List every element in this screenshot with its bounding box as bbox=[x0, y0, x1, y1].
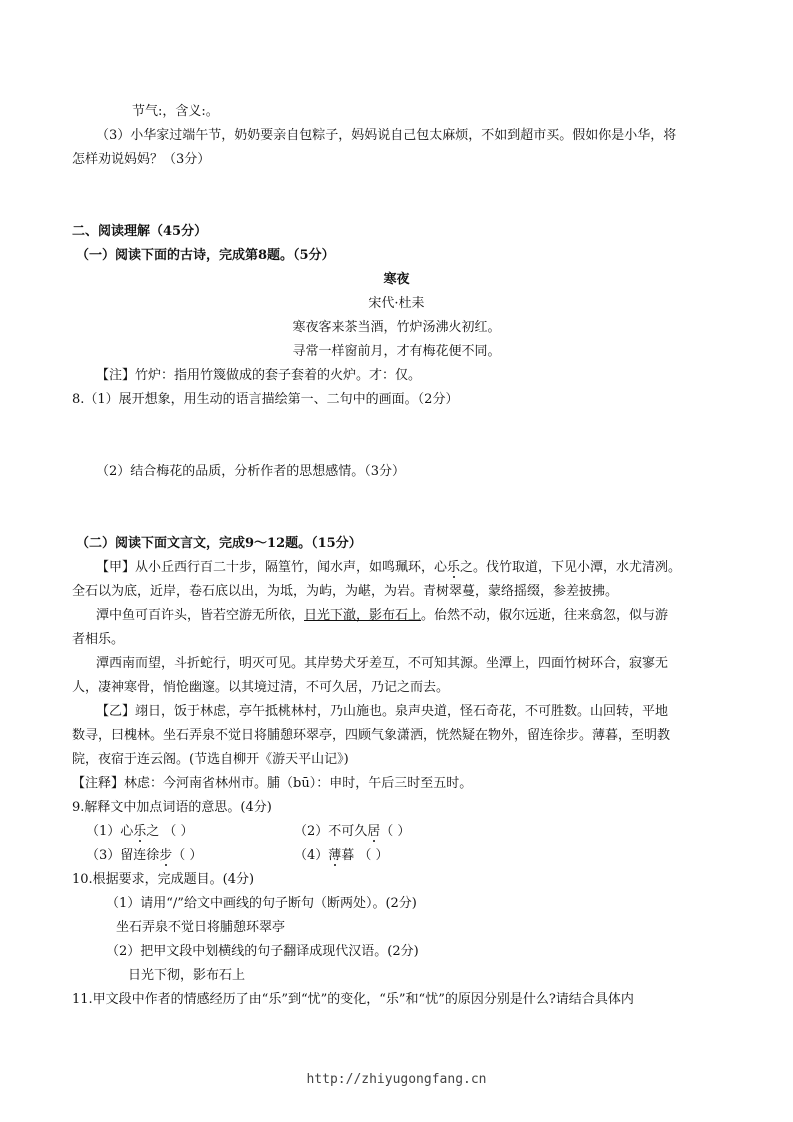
passage-jia-para-1-line-2: 全石以为底，近岸，卷石底以出，为坻，为屿，为嵁，为岩。青树翠蔓，蒙络摇缀，参差披拂。 bbox=[72, 584, 619, 599]
q10-title: 10.根据要求，完成题目。(4分) bbox=[72, 872, 255, 887]
part-2-title: （二）阅读下面文言文，完成9～12题。（15分） bbox=[76, 536, 362, 551]
footer-url: http://zhiyugongfang.cn bbox=[306, 1072, 487, 1087]
passage-jia-para-3-line-2: 人，凄神寒骨，悄怆幽邃。以其境过清，不可久居，乃记之而去。 bbox=[72, 680, 450, 695]
passage-yi-line-1: 【乙】翊日，饭于林虑，亭午抵桃林村，乃山施也。泉声央道，怪石奇花，不可胜数。山回转，平地 bbox=[96, 704, 669, 719]
passage-jia-para-1-line-1 bbox=[96, 560, 681, 576]
text-span: （4） bbox=[294, 848, 329, 863]
q9-title: 9.解释文中加点词语的意思。(4分) bbox=[72, 800, 272, 815]
poem-line-2: 寻常一样窗前月，才有梅花便不同。 bbox=[292, 344, 501, 359]
dotted-word: 乐 bbox=[447, 560, 461, 575]
text-span: （ ） bbox=[380, 824, 411, 839]
q11: 11.甲文段中作者的情感经历了由“乐”到“忧”的变化，“乐”和“忧”的原因分别是什么?请结合具体内 bbox=[72, 992, 634, 1007]
passage-jia-para-3-line-1: 潭西南而望，斗折蛇行，明灭可见。其岸势犬牙差互，不可知其源。坐潭上，四面竹树环合，寂寥无 bbox=[96, 656, 669, 671]
text-span: （ ） bbox=[172, 848, 203, 863]
q10-2: （2）把甲文段中划横线的句子翻译成现代汉语。(2分) bbox=[106, 944, 419, 959]
q8-2: （2）结合梅花的品质，分析作者的思想感情。（3分） bbox=[96, 464, 406, 479]
passage-notes: 【注释】林虑：今河南省林州市。脯（bū）：申时，午后三时至五时。 bbox=[72, 776, 473, 791]
dotted-word: 居 bbox=[367, 824, 381, 839]
poem-title: 寒夜 bbox=[383, 272, 410, 287]
q10-1: （1）请用“/”给文中画线的句子断句（断两处）。(2分) bbox=[106, 896, 417, 911]
q7-3-line-1: （3）小华家过端午节，奶奶要亲自包粽子，妈妈说自己包太麻烦，不如到超市买。假如你是小华，将 bbox=[96, 128, 677, 143]
text-span: （1）心 bbox=[86, 824, 134, 839]
part-1-title: （一）阅读下面的古诗，完成第8题。（5分） bbox=[76, 248, 335, 263]
q9-item-2 bbox=[294, 824, 410, 840]
dotted-word: 乐 bbox=[133, 824, 147, 839]
text-span: 【甲】从小丘西行百二十步，隔篁竹，闻水声，如鸣珮环，心 bbox=[96, 560, 448, 575]
poem-line-1: 寒夜客来茶当酒，竹炉汤沸火初红。 bbox=[292, 320, 501, 335]
text-span: （3）留连徐 bbox=[86, 848, 160, 863]
passage-jia-para-2-line-1 bbox=[96, 608, 668, 624]
underlined-sentence: 日光下澈，影布石上 bbox=[304, 608, 422, 623]
dotted-word: 步 bbox=[159, 848, 173, 863]
q9-item-1 bbox=[86, 824, 194, 840]
q7-jieqi-line: 节气:，含义:。 bbox=[132, 104, 219, 119]
q10-2-sentence: 日光下彻，影布石上 bbox=[128, 968, 246, 983]
passage-jia-para-2-line-2: 者相乐。 bbox=[72, 632, 125, 647]
q7-3-line-2: 怎样劝说妈妈？（3分） bbox=[72, 152, 211, 167]
dotted-word: 薄 bbox=[328, 848, 342, 863]
text-span: 之 （ ） bbox=[146, 824, 194, 839]
poem-author: 宋代·杜耒 bbox=[368, 296, 425, 311]
q9-item-4 bbox=[294, 848, 389, 864]
text-span: （2）不可久 bbox=[294, 824, 368, 839]
passage-yi-line-3: 院，夜宿于连云阁。(节选自柳开《游天平山记》) bbox=[72, 752, 349, 767]
section-2-title: 二、阅读理解（45分） bbox=[72, 224, 208, 239]
text-span: 之。伐竹取道，下见小潭，水尤清冽。 bbox=[460, 560, 682, 575]
text-span: 。佁然不动，俶尔远逝，往来翕忽，似与游 bbox=[421, 608, 669, 623]
q9-item-3 bbox=[86, 848, 202, 864]
poem-note: 【注】竹炉：指用竹篾做成的套子套着的火炉。才：仅。 bbox=[96, 368, 422, 383]
q10-1-sentence: 坐石弄泉不觉日将脯憩环翠亭 bbox=[116, 920, 286, 935]
text-span: 潭中鱼可百许头，皆若空游无所依， bbox=[96, 608, 305, 623]
text-span: 暮 （ ） bbox=[341, 848, 389, 863]
passage-yi-line-2: 数寻，曰槐林。坐石弄泉不觉日将脯憩环翠亭，四顾气象潇洒，恍然疑在物外，留连徐步。薄暮，至明教 bbox=[72, 728, 671, 743]
q8-1: 8.（1）展开想象，用生动的语言描绘第一、二句中的画面。（2分） bbox=[72, 392, 459, 407]
